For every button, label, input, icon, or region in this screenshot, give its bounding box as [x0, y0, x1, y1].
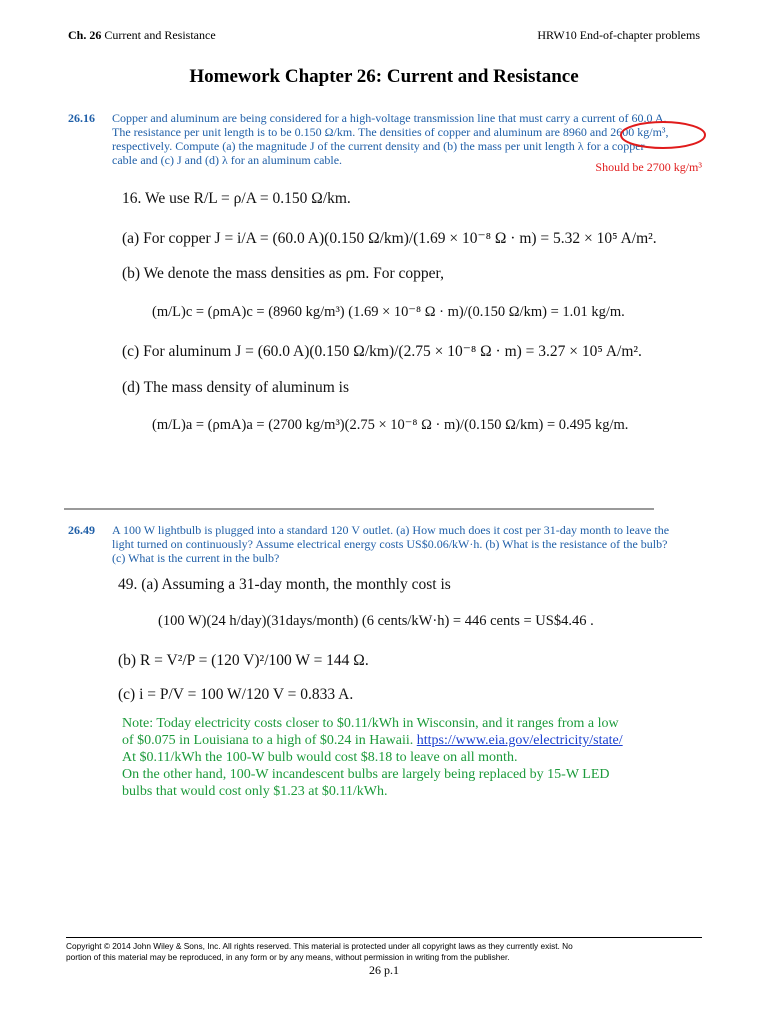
solution-49-line: 49. (a) Assuming a 31-day month, the monthly cost is: [118, 576, 451, 593]
header-chapter: [68, 28, 216, 43]
note-line: At $0.11/kWh the 100-W bulb would cost $8.18 to leave on all month.: [122, 750, 518, 765]
solution-16-line: (b) We denote the mass densities as ρm. For copper,: [122, 265, 444, 282]
section-divider: [64, 508, 654, 510]
solution-16-line: (c) For aluminum J = (60.0 A)(0.150 Ω/km)/(2.75 × 10⁻⁸ Ω · m) = 3.27 × 10⁵ A/m².: [122, 343, 642, 360]
circle-annotation: [618, 120, 708, 152]
copyright-notice: [66, 941, 702, 963]
note-line: [122, 732, 702, 749]
note-line: On the other hand, 100-W incandescent bulbs are largely being replaced by 15-W LED: [122, 767, 610, 782]
solution-16-line: 16. We use R/L = ρ/A = 0.150 Ω/km.: [122, 190, 351, 207]
cost-note: [122, 715, 702, 800]
problem-49-statement: [112, 523, 712, 565]
header-source: HRW10 End-of-chapter problems: [537, 28, 700, 42]
solution-49-line: (b) R = V²/P = (120 V)²/100 W = 144 Ω.: [118, 652, 369, 669]
problem-49-line: (c) What is the current in the bulb?: [112, 551, 280, 565]
note-line-text: of $0.075 in Louisiana to a high of $0.24 in Hawaii.: [122, 733, 414, 748]
copyright-line: portion of this material may be reproduced, in any form or by any means, without permission in writing from the publisher.: [66, 952, 510, 962]
problem-16-line: Copper and aluminum are being considered for a high-voltage transmission line that must carry a current of 60.0 A.: [112, 111, 667, 125]
problem-16-line: respectively. Compute (a) the magnitude J of the current density and (b) the mass per unit length λ for a copper: [112, 139, 645, 153]
problem-49-line: A 100 W lightbulb is plugged into a standard 120 V outlet. (a) How much does it cost per 31-day month to leave the: [112, 523, 670, 537]
problem-49-line: light turned on continuously? Assume electrical energy costs US$0.06/kW·h. (b) What is the resistance of the bulb?: [112, 537, 668, 551]
eia-link[interactable]: https://www.eia.gov/electricity/state/: [416, 733, 623, 748]
problem-16-line: cable and (c) J and (d) λ for an aluminum cable.: [112, 153, 343, 167]
copyright-line: Copyright © 2014 John Wiley & Sons, Inc. All rights reserved. This material is protected under all copyright laws as they currently exist. No: [66, 941, 573, 951]
problem-16-number: 26.16: [68, 111, 95, 125]
solution-16-line: (d) The mass density of aluminum is: [122, 379, 350, 396]
solution-49-line: (c) i = P/V = 100 W/120 V = 0.833 A.: [118, 686, 354, 703]
note-line: Note: Today electricity costs closer to $0.11/kWh in Wisconsin, and it ranges from a low: [122, 716, 619, 731]
solution-16-line: (m/L)a = (ρmA)a = (2700 kg/m³)(2.75 × 10⁻⁸ Ω · m)/(0.150 Ω/km) = 0.495 kg/m.: [152, 417, 629, 433]
page-number: 26 p.1: [369, 963, 399, 977]
solution-49-line: (100 W)(24 h/day)(31days/month) (6 cents/kW·h) = 446 cents = US$4.46 .: [158, 613, 594, 629]
note-line: bulbs that would cost only $1.23 at $0.11/kWh.: [122, 784, 388, 799]
page-title: Homework Chapter 26: Current and Resistance: [189, 66, 579, 87]
problem-16-line: The resistance per unit length is to be 0.150 Ω/km. The densities of copper and aluminum are 8960 and 2600 kg/m³,: [112, 125, 669, 139]
chapter-number: Ch. 26: [68, 28, 102, 42]
solution-16-line: (m/L)c = (ρmA)c = (8960 kg/m³) (1.69 × 10⁻⁸ Ω · m)/(0.150 Ω/km) = 1.01 kg/m.: [152, 304, 625, 320]
solution-16-line: (a) For copper J = i/A = (60.0 A)(0.150 Ω/km)/(1.69 × 10⁻⁸ Ω · m) = 5.32 × 10⁵ A/m².: [122, 230, 657, 247]
footer-divider: [66, 937, 702, 938]
problem-49-number: 26.49: [68, 523, 95, 537]
density-correction: Should be 2700 kg/m³: [595, 160, 702, 174]
chapter-title: Current and Resistance: [104, 28, 216, 42]
